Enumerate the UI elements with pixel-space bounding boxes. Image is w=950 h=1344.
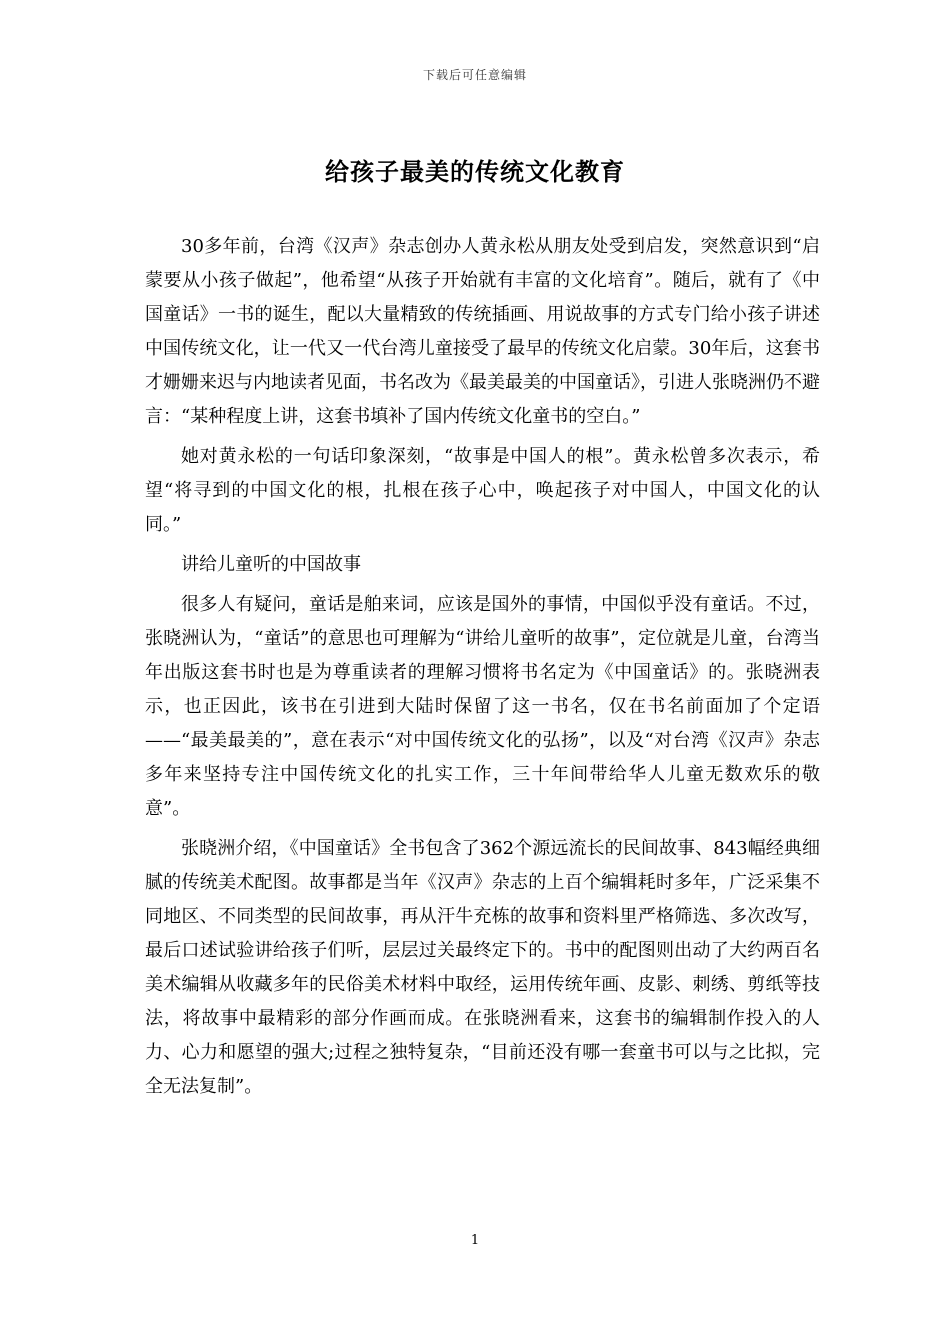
section-subheading: 讲给儿童听的中国故事 [181,554,361,575]
paragraph: 张晓洲介绍，《中国童话》全书包含了362个源远流长的民间故事、843幅经典细腻的传统美术配图。故事都是当年《汉声》杂志的上百个编辑耗时多年，广泛采集不同地区、不同类型的民间故事，再从汗牛充栋的故事和资料里严格筛选、多次改写，最后口述试验讲给孩子们听，层层过关最终定下的。书中的配图则出动了大约两百名美术编辑从收藏多年的民俗美术材料中取经，运用传统年画、皮影、刺绣、剪纸等技法，将故事中最精彩的部分作画而成。在张晓洲看来，这套书的编辑制作投入的人力、心力和愿望的强大;过程之独特复杂，“目前还没有哪一套童书可以与之比拟，完全无法复制”。 [145,838,820,1097]
document-title: 给孩子最美的传统文化教育 [325,157,625,186]
document-body [145,230,820,1110]
page-header: 下载后可任意编辑 [422,68,527,82]
paragraph: 很多人有疑问，童话是舶来词，应该是国外的事情，中国似乎没有童话。不过，张晓洲认为，“童话”的意思也可理解为“讲给儿童听的故事”，定位就是儿童，台湾当年出版这套书时也是为尊重读者的理解习惯将书名定为《中国童话》的。张晓洲表示，也正因此，该书在引进到大陆时保留了这一书名，仅在书名前面加了个定语——“最美最美的”，意在表示“对中国传统文化的弘扬”，以及“对台湾《汉声》杂志多年来坚持专注中国传统文化的扎实工作，三十年间带给华人儿童无数欢乐的敬意”。 [145,594,820,819]
page-number: 1 [470,1233,480,1248]
paragraph: 30多年前，台湾《汉声》杂志创办人黄永松从朋友处受到启发，突然意识到“启蒙要从小孩子做起”，他希望“从孩子开始就有丰富的文化培育”。随后，就有了《中国童话》一书的诞生，配以大量精致的传统插画、用说故事的方式专门给小孩子讲述中国传统文化，让一代又一代台湾儿童接受了最早的传统文化启蒙。30年后，这套书才姗姗来迟与内地读者见面，书名改为《最美最美的中国童话》，引进人张晓洲仍不避言：“某种程度上讲，这套书填补了国内传统文化童书的空白。” [145,236,820,427]
paragraph: 她对黄永松的一句话印象深刻，“故事是中国人的根”。黄永松曾多次表示，希望“将寻到的中国文化的根，扎根在孩子心中，唤起孩子对中国人，中国文化的认同。” [145,446,820,535]
